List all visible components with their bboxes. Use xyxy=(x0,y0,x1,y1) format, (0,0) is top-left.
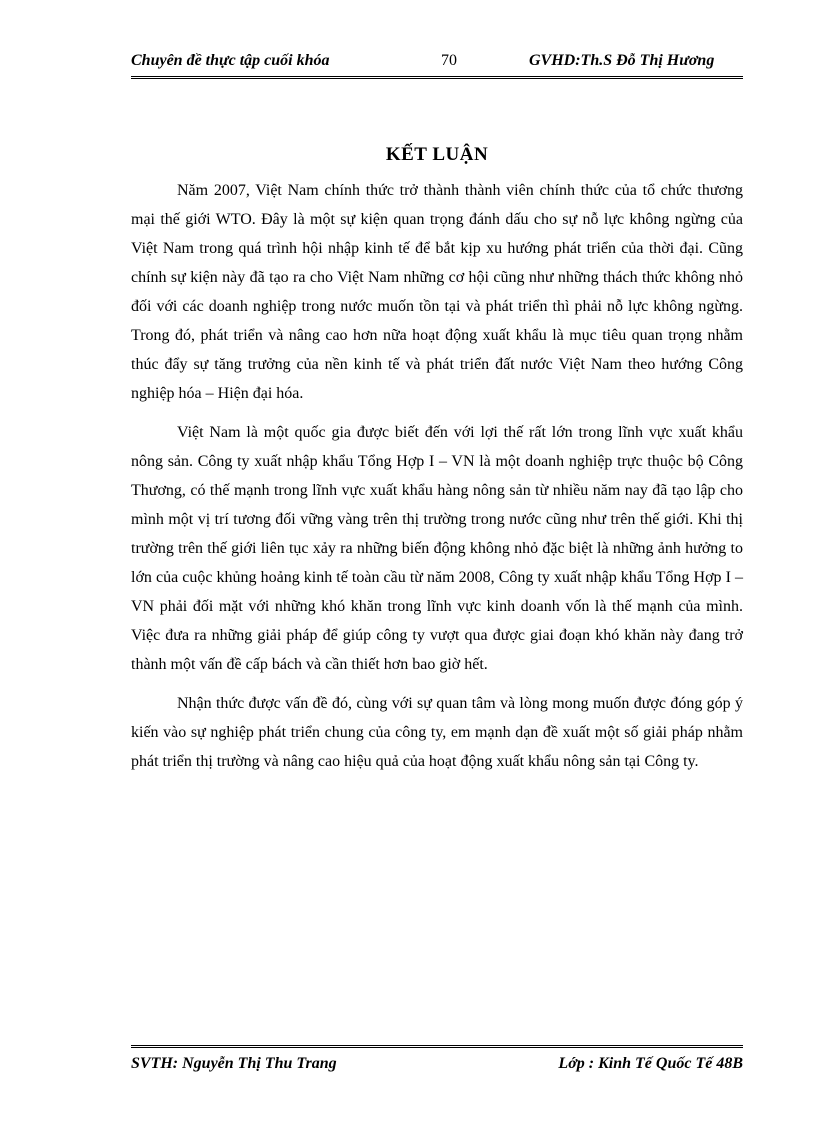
paragraph-2: Việt Nam là một quốc gia được biết đến với lợi thế rất lớn trong lĩnh vực xuất khẩu nông sản. Công ty xuất nhập khẩu Tổng Hợp I – VN là một doanh nghiệp trực thuộc bộ Công Thương, có thế mạnh trong lĩnh vực xuất khẩu hàng nông sản từ nhiều năm nay đã tạo lập cho mình một vị trí tương đối vững vàng trên thị trường trong nước cũng như trên thế giới. Khi thị trường trên thế giới liên tục xảy ra những biến động không nhỏ đặc biệt là những ảnh hưởng to lớn của cuộc khủng hoảng kinh tế toàn cầu từ năm 2008, Công ty xuất nhập khẩu Tổng Hợp I – VN phải đối mặt với những khó khăn trong lĩnh vực kinh doanh vốn là thế mạnh của mình. Việc đưa ra những giải pháp để giúp công ty vượt qua được giai đoạn khó khăn này đang trở thành một vấn đề cấp bách và cần thiết hơn bao giờ hết. xyxy=(131,424,743,673)
page-header xyxy=(131,50,743,79)
footer-class: Lớp : Kinh Tế Quốc Tế 48B xyxy=(558,1055,743,1072)
section-title: KẾT LUẬN xyxy=(385,144,489,165)
paragraph-3: Nhận thức được vấn đề đó, cùng với sự quan tâm và lòng mong muốn được đóng góp ý kiến vào sự nghiệp phát triển chung của công ty, em mạnh dạn đề xuất một số giải pháp nhằm phát triển thị trường và nâng cao hiệu quả của hoạt động xuất khẩu nông sản tại Công ty. xyxy=(131,695,743,770)
body-text xyxy=(131,176,743,786)
paragraph-1: Năm 2007, Việt Nam chính thức trở thành thành viên chính thức của tổ chức thương mại thế giới WTO. Đây là một sự kiện quan trọng đánh dấu cho sự nỗ lực không ngừng của Việt Nam trong quá trình hội nhập kinh tế để bắt kịp xu hướng phát triển của thời đại. Cũng chính sự kiện này đã tạo ra cho Việt Nam những cơ hội cũng như những thách thức không nhỏ đối với các doanh nghiệp trong nước muốn tồn tại và phát triển thì phải nỗ lực không ngừng. Trong đó, phát triển và nâng cao hơn nữa hoạt động xuất khẩu là mục tiêu quan trọng nhằm thúc đẩy sự tăng trưởng của nền kinh tế và phát triển đất nước Việt Nam theo hướng Công nghiệp hóa – Hiện đại hóa. xyxy=(131,182,743,402)
footer-student-name: SVTH: Nguyễn Thị Thu Trang xyxy=(131,1055,337,1072)
header-document-type: Chuyên đề thực tập cuối khóa xyxy=(131,52,330,69)
page-footer xyxy=(131,1045,743,1076)
header-supervisor: GVHD:Th.S Đỗ Thị Hương xyxy=(529,52,715,69)
page-number: 70 xyxy=(441,52,457,69)
